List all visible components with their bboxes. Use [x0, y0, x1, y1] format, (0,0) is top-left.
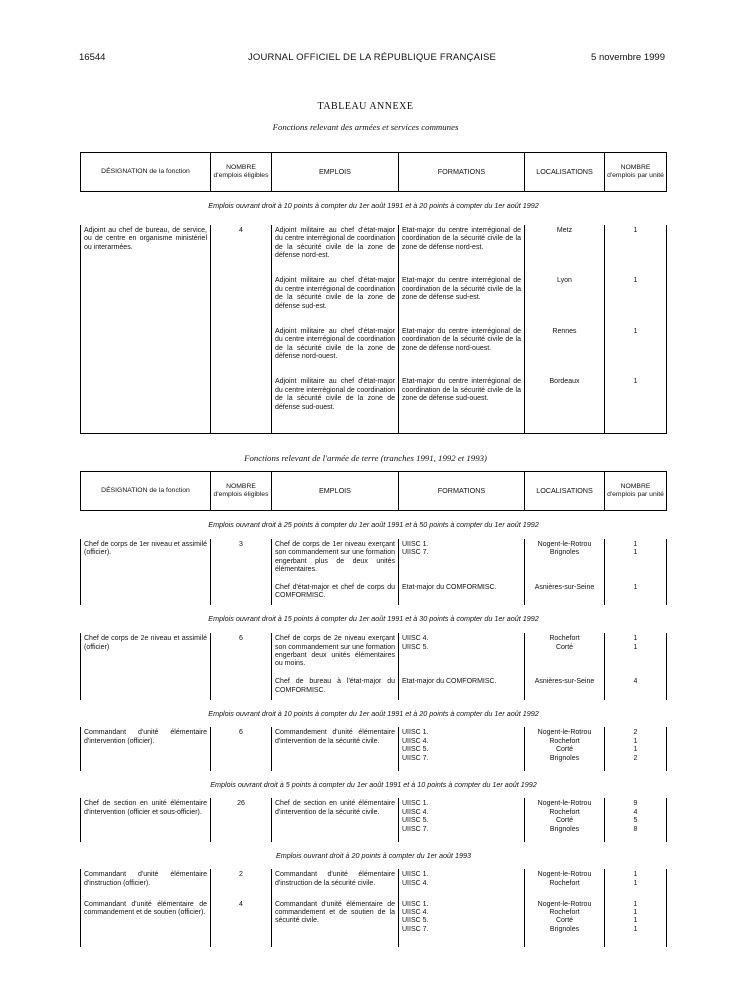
table-row [81, 893, 667, 943]
localisation-item: Brignoles [549, 925, 580, 933]
localisation-item: Brignoles [549, 754, 580, 762]
formation-item: UIISC 5. [402, 643, 429, 651]
localisation-item: Rochefort [549, 909, 580, 917]
formation-item: UIISC 4. [402, 737, 429, 745]
emploi-cell: Adjoint militaire au chef d'état-major du centre interrégional de coordination de la sécurité civile de la zone de défense nord-ouest. [272, 326, 399, 377]
localisation-item: Nogent-le-Rotrou [537, 900, 592, 908]
formation-cell [399, 869, 525, 892]
localisation-cell [525, 539, 605, 582]
localisation-cell [525, 633, 605, 676]
localisation-cell: Lyon [525, 275, 605, 326]
designation-cell: Commandant d'unité élémentaire d'intervention (officier). [81, 727, 211, 770]
unite-item: 8 [633, 825, 638, 833]
unite-item: 1 [633, 635, 638, 643]
nombre-cell: 4 [211, 893, 272, 943]
localisation-cell [525, 869, 605, 892]
localisation-item: Nogent-le-Rotrou [537, 729, 592, 737]
table-row [81, 869, 667, 892]
table-header-row [81, 153, 667, 192]
table-armees-services-communes [80, 152, 667, 434]
designation-cell: Chef de corps de 1er niveau et assimilé (officier). [81, 539, 211, 605]
formation-cell: Etat-major du centre interrégional de coordination de la sécurité civile de la zone de défense sud-ouest. [399, 376, 525, 427]
emploi-cell: Chef de corps de 1er niveau exerçant son commandement sur une formation engerbant plus de deux unités élémentaires. [272, 539, 399, 582]
localisation-item: Corté [555, 917, 574, 925]
localisation-item: Nogent-le-Rotrou [537, 800, 592, 808]
localisation-item: Corté [555, 817, 574, 825]
formation-cell: Etat-major du centre interrégional de coordination de la sécurité civile de la zone de défense sud-est. [399, 275, 525, 326]
unite-cell [605, 633, 667, 676]
col-header-emplois: EMPLOIS [272, 472, 399, 511]
designation-cell: Commandant d'unité élémentaire d'instruction (officier). [81, 869, 211, 892]
section-title: Emplois ouvrant droit à 25 points à compter du 1er août 1991 et à 50 points à compter du 1er août 1992 [208, 520, 539, 529]
col-header-localisations: LOCALISATIONS [525, 472, 605, 511]
formation-item: Etat-major du COMFORMISC. [402, 678, 497, 686]
page-header [79, 52, 665, 66]
table-row [81, 727, 667, 770]
localisation-item: Asnières-sur-Seine [534, 678, 595, 686]
unite-cell: 1 [605, 225, 667, 276]
localisation-item: Rochefort [549, 635, 580, 643]
section-title: Emplois ouvrant droit à 10 points à compter du 1er août 1991 et à 20 points à compter du 1er août 1992 [208, 201, 539, 210]
table-end-row [81, 427, 667, 434]
section-title-row [81, 605, 667, 633]
emploi-cell: Adjoint militaire au chef d'état-major du centre interrégional de coordination de la sécurité civile de la zone de défense sud-ouest. [272, 376, 399, 427]
unite-cell: 1 [605, 376, 667, 427]
unite-item: 2 [633, 729, 638, 737]
table1-caption: Fonctions relevant des armées et services communes [272, 122, 459, 132]
col-header-emplois: EMPLOIS [272, 153, 399, 192]
formation-item: UIISC 5. [402, 746, 429, 754]
localisation-item: Rochefort [549, 808, 580, 816]
col-header-nombre: NOMBRE d'emplois éligibles [211, 153, 272, 192]
unite-item: 4 [633, 678, 638, 686]
col-header-localisations: LOCALISATIONS [525, 153, 605, 192]
unite-cell [605, 869, 667, 892]
section-title-row [81, 771, 667, 799]
nombre-cell: 3 [211, 539, 272, 605]
section-title: Emplois ouvrant droit à 20 points à compter du 1er août 1993 [276, 850, 471, 860]
nombre-cell: 6 [211, 727, 272, 770]
localisation-cell [525, 676, 605, 699]
formation-cell [399, 798, 525, 841]
unite-item: 1 [633, 871, 638, 879]
unite-item: 1 [633, 879, 638, 887]
unite-cell [605, 676, 667, 699]
section-title-row [81, 700, 667, 728]
unite-cell [605, 727, 667, 770]
nombre-cell: 6 [211, 633, 272, 699]
unite-item: 1 [633, 540, 638, 548]
localisation-item: Brignoles [549, 825, 580, 833]
table-row [81, 225, 667, 276]
publication-date: 5 novembre 1999 [591, 52, 665, 63]
unite-item: 1 [633, 925, 638, 933]
col-header-nombre: NOMBRE d'emplois éligibles [211, 472, 272, 511]
formation-item: UIISC 1. [402, 540, 429, 548]
localisation-cell [525, 582, 605, 605]
formation-item: UIISC 5. [402, 917, 429, 925]
table2-caption: Fonctions relevant de l'armée de terre (tranches 1991, 1992 et 1993) [244, 453, 487, 463]
unite-item: 2 [633, 754, 638, 762]
section-title: Emplois ouvrant droit à 10 points à compter du 1er août 1991 et à 20 points à compter du 1er août 1992 [208, 708, 539, 718]
unite-cell [605, 893, 667, 943]
nombre-cell: 2 [211, 869, 272, 892]
annex-title: TABLEAU ANNEXE [317, 101, 414, 112]
localisation-item: Nogent-le-Rotrou [537, 540, 592, 548]
designation-cell: Commandant d'unité élémentaire de commandement et de soutien (officier). [81, 893, 211, 943]
table-row [81, 798, 667, 841]
localisation-cell: Bordeaux [525, 376, 605, 427]
formation-item: UIISC 1. [402, 800, 429, 808]
formation-cell [399, 633, 525, 676]
col-header-formations: FORMATIONS [399, 153, 525, 192]
col-header-par-unite: NOMBRE d'emplois par unité [605, 153, 667, 192]
formation-cell [399, 893, 525, 943]
formation-item: UIISC 7. [402, 549, 429, 557]
emploi-cell: Chef de bureau à l'état-major du COMFORMISC. [272, 676, 399, 699]
journal-title: JOURNAL OFFICIEL DE LA RÉPUBLIQUE FRANÇAISE [247, 52, 497, 63]
formation-cell: Etat-major du centre interrégional de coordination de la sécurité civile de la zone de défense nord-ouest. [399, 326, 525, 377]
col-header-par-unite: NOMBRE d'emplois par unité [605, 472, 667, 511]
section-title: Emplois ouvrant droit à 5 points à compter du 1er août 1991 et à 10 points à compter du 1er août 1992 [210, 779, 537, 789]
localisation-cell: Rennes [525, 326, 605, 377]
unite-item: 1 [633, 900, 638, 908]
unite-cell: 1 [605, 275, 667, 326]
formation-item: UIISC 4. [402, 635, 429, 643]
table-armee-de-terre [80, 471, 667, 947]
unite-item: 1 [633, 909, 638, 917]
formation-cell [399, 676, 525, 699]
section-title: Emplois ouvrant droit à 15 points à compter du 1er août 1991 et à 30 points à compter du 1er août 1992 [208, 614, 539, 624]
formation-item: UIISC 7. [402, 754, 429, 762]
formation-cell: Etat-major du centre interrégional de coordination de la sécurité civile de la zone de défense nord-est. [399, 225, 525, 276]
designation-cell: Chef de corps de 2e niveau et assimilé (officier) [81, 633, 211, 699]
formation-cell [399, 727, 525, 770]
designation-cell: Chef de section en unité élémentaire d'intervention (officier et sous-officier). [81, 798, 211, 841]
page-number: 16544 [79, 52, 106, 63]
unite-cell [605, 582, 667, 605]
localisation-item: Asnières-sur-Seine [534, 584, 595, 592]
localisation-cell [525, 727, 605, 770]
designation-cell: Adjoint au chef de bureau, de service, ou de centre en organisme ministériel ou interarmées. [81, 225, 211, 427]
unite-item: 4 [633, 808, 638, 816]
nombre-cell: 4 [211, 225, 272, 427]
emploi-cell: Adjoint militaire au chef d'état-major du centre interrégional de coordination de la sécurité civile de la zone de défense nord-est. [272, 225, 399, 276]
formation-item: UIISC 7. [402, 825, 429, 833]
nombre-cell: 26 [211, 798, 272, 841]
formation-cell [399, 539, 525, 582]
emploi-cell: Commandant d'unité élémentaire d'instruction de la sécurité civile. [272, 869, 399, 892]
emploi-cell: Commandement d'unité élémentaire d'intervention de la sécurité civile. [272, 727, 399, 770]
table-row [81, 539, 667, 582]
localisation-item: Corté [555, 746, 574, 754]
unite-item: 9 [633, 800, 638, 808]
formation-item: UIISC 4. [402, 808, 429, 816]
localisation-item: Rochefort [549, 879, 580, 887]
formation-item: UIISC 1. [402, 729, 429, 737]
table-end-row [81, 943, 667, 947]
unite-item: 5 [633, 817, 638, 825]
unite-item: 1 [633, 584, 638, 592]
unite-cell [605, 539, 667, 582]
unite-item: 1 [633, 643, 638, 651]
section-title-row [81, 511, 667, 539]
emploi-cell: Chef d'état-major et chef de corps du COMFORMISC. [272, 582, 399, 605]
unite-item: 1 [633, 737, 638, 745]
unite-item: 1 [633, 746, 638, 754]
unite-item: 1 [633, 917, 638, 925]
unite-cell: 1 [605, 326, 667, 377]
unite-cell [605, 798, 667, 841]
section-title-row [81, 192, 667, 225]
formation-cell [399, 582, 525, 605]
formation-item: UIISC 1. [402, 871, 429, 879]
table-header-row [81, 472, 667, 511]
formation-item: UIISC 4. [402, 909, 429, 917]
section-title-row [81, 842, 667, 870]
localisation-item: Corté [555, 643, 574, 651]
col-header-designation: DÉSIGNATION de la fonction [81, 472, 211, 511]
emploi-cell: Chef de section en unité élémentaire d'intervention de la sécurité civile. [272, 798, 399, 841]
emploi-cell: Chef de corps de 2e niveau exerçant son commandement sur une formation engerbant deux unités élémentaires ou moins. [272, 633, 399, 676]
localisation-item: Rochefort [549, 737, 580, 745]
formation-item: UIISC 4. [402, 879, 429, 887]
unite-item: 1 [633, 549, 638, 557]
col-header-formations: FORMATIONS [399, 472, 525, 511]
formation-item: UIISC 5. [402, 817, 429, 825]
formation-item: UIISC 7. [402, 925, 429, 933]
localisation-cell: Metz [525, 225, 605, 276]
localisation-cell [525, 798, 605, 841]
localisation-item: Brignoles [549, 549, 580, 557]
formation-item: UIISC 1. [402, 900, 429, 908]
table-row [81, 633, 667, 676]
col-header-designation: DÉSIGNATION de la fonction [81, 153, 211, 192]
formation-item: Etat-major du COMFORMISC. [402, 584, 497, 592]
emploi-cell: Adjoint militaire au chef d'état-major du centre interrégional de coordination de la sécurité civile de la zone de défense sud-est. [272, 275, 399, 326]
localisation-item: Nogent-le-Rotrou [537, 871, 592, 879]
localisation-cell [525, 893, 605, 943]
emploi-cell: Commandant d'unité élémentaire de commandement et de soutien de la sécurité civile. [272, 893, 399, 943]
